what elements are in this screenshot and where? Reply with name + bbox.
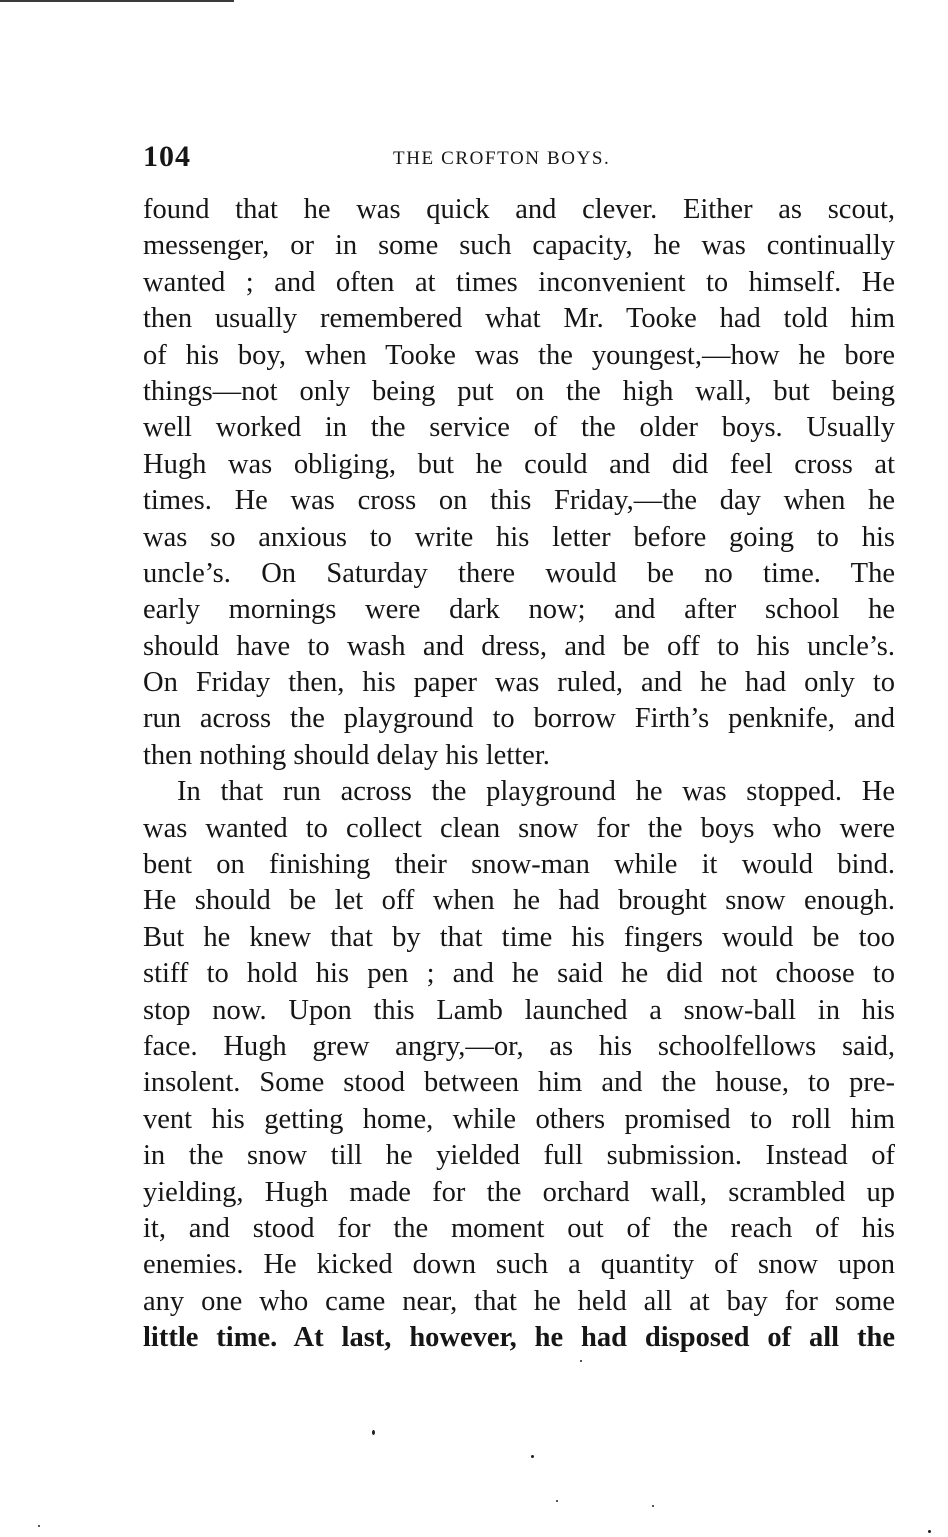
- scan-speck: [531, 1455, 534, 1458]
- text-line: bent on finishing their snow-man while it would bind.: [143, 849, 895, 881]
- text-line: yielding, Hugh made for the orchard wall, scrambled up: [143, 1176, 895, 1208]
- text-line: enemies. He kicked down such a quantity of snow upon: [143, 1249, 895, 1281]
- text-line: found that he was quick and clever. Either as scout,: [143, 194, 895, 225]
- scan-speck: [652, 1505, 654, 1507]
- text-line: insolent. Some stood between him and the house, to pre-: [143, 1067, 895, 1099]
- text-line: well worked in the service of the older boys. Usually: [143, 412, 895, 444]
- text-line: In that run across the playground he was stopped. He: [177, 776, 895, 808]
- body-text: [143, 192, 895, 1357]
- text-line: of his boy, when Tooke was the youngest,—how he bore: [143, 339, 895, 371]
- text-line: any one who came near, that he held all at bay for some: [143, 1285, 895, 1317]
- paragraph-2: [143, 774, 895, 1356]
- scan-speck: [556, 1500, 558, 1502]
- paragraph-1: [143, 192, 895, 774]
- text-line: Hugh was obliging, but he could and did feel cross at: [143, 448, 895, 480]
- page-number: 104: [143, 140, 191, 173]
- scan-speck: [372, 1430, 375, 1435]
- running-title: THE CROFTON BOYS.: [393, 148, 611, 169]
- text-line: then usually remembered what Mr. Tooke had told him: [143, 303, 895, 335]
- text-line: messenger, or in some such capacity, he was continually: [143, 230, 895, 262]
- text-line: stop now. Upon this Lamb launched a snow-ball in his: [143, 994, 895, 1026]
- text-line: things—not only being put on the high wall, but being: [143, 375, 895, 407]
- text-line: was wanted to collect clean snow for the boys who were: [143, 812, 895, 844]
- text-line: run across the playground to borrow Firth’s penknife, and: [143, 703, 895, 735]
- text-line: vent his getting home, while others promised to roll him: [143, 1103, 895, 1135]
- text-line: On Friday then, his paper was ruled, and he had only to: [143, 667, 895, 699]
- scan-speck: [928, 1530, 931, 1533]
- text-line: uncle’s. On Saturday there would be no time. The: [143, 557, 895, 589]
- text-line: But he knew that by that time his fingers would be too: [143, 921, 895, 953]
- scan-speck: [38, 1525, 40, 1527]
- text-line: it, and stood for the moment out of the reach of his: [143, 1212, 895, 1244]
- text-line: early mornings were dark now; and after school he: [143, 594, 895, 626]
- scan-speck: [580, 1360, 582, 1362]
- text-line: He should be let off when he had brought snow enough.: [143, 885, 895, 917]
- text-line: in the snow till he yielded full submission. Instead of: [143, 1140, 895, 1172]
- page-header: [143, 140, 895, 180]
- text-line: face. Hugh grew angry,—or, as his schoolfellows said,: [143, 1030, 895, 1062]
- text-line: then nothing should delay his letter.: [143, 739, 550, 771]
- text-line: stiff to hold his pen ; and he said he did not choose to: [143, 958, 895, 990]
- text-line: was so anxious to write his letter before going to his: [143, 521, 895, 553]
- text-line: times. He was cross on this Friday,—the day when he: [143, 485, 895, 517]
- text-line: should have to wash and dress, and be off to his uncle’s.: [143, 630, 895, 662]
- top-rule: [0, 0, 234, 5]
- text-line: little time. At last, however, he had disposed of all the: [143, 1322, 895, 1354]
- text-line: wanted ; and often at times inconvenient to himself. He: [143, 266, 895, 298]
